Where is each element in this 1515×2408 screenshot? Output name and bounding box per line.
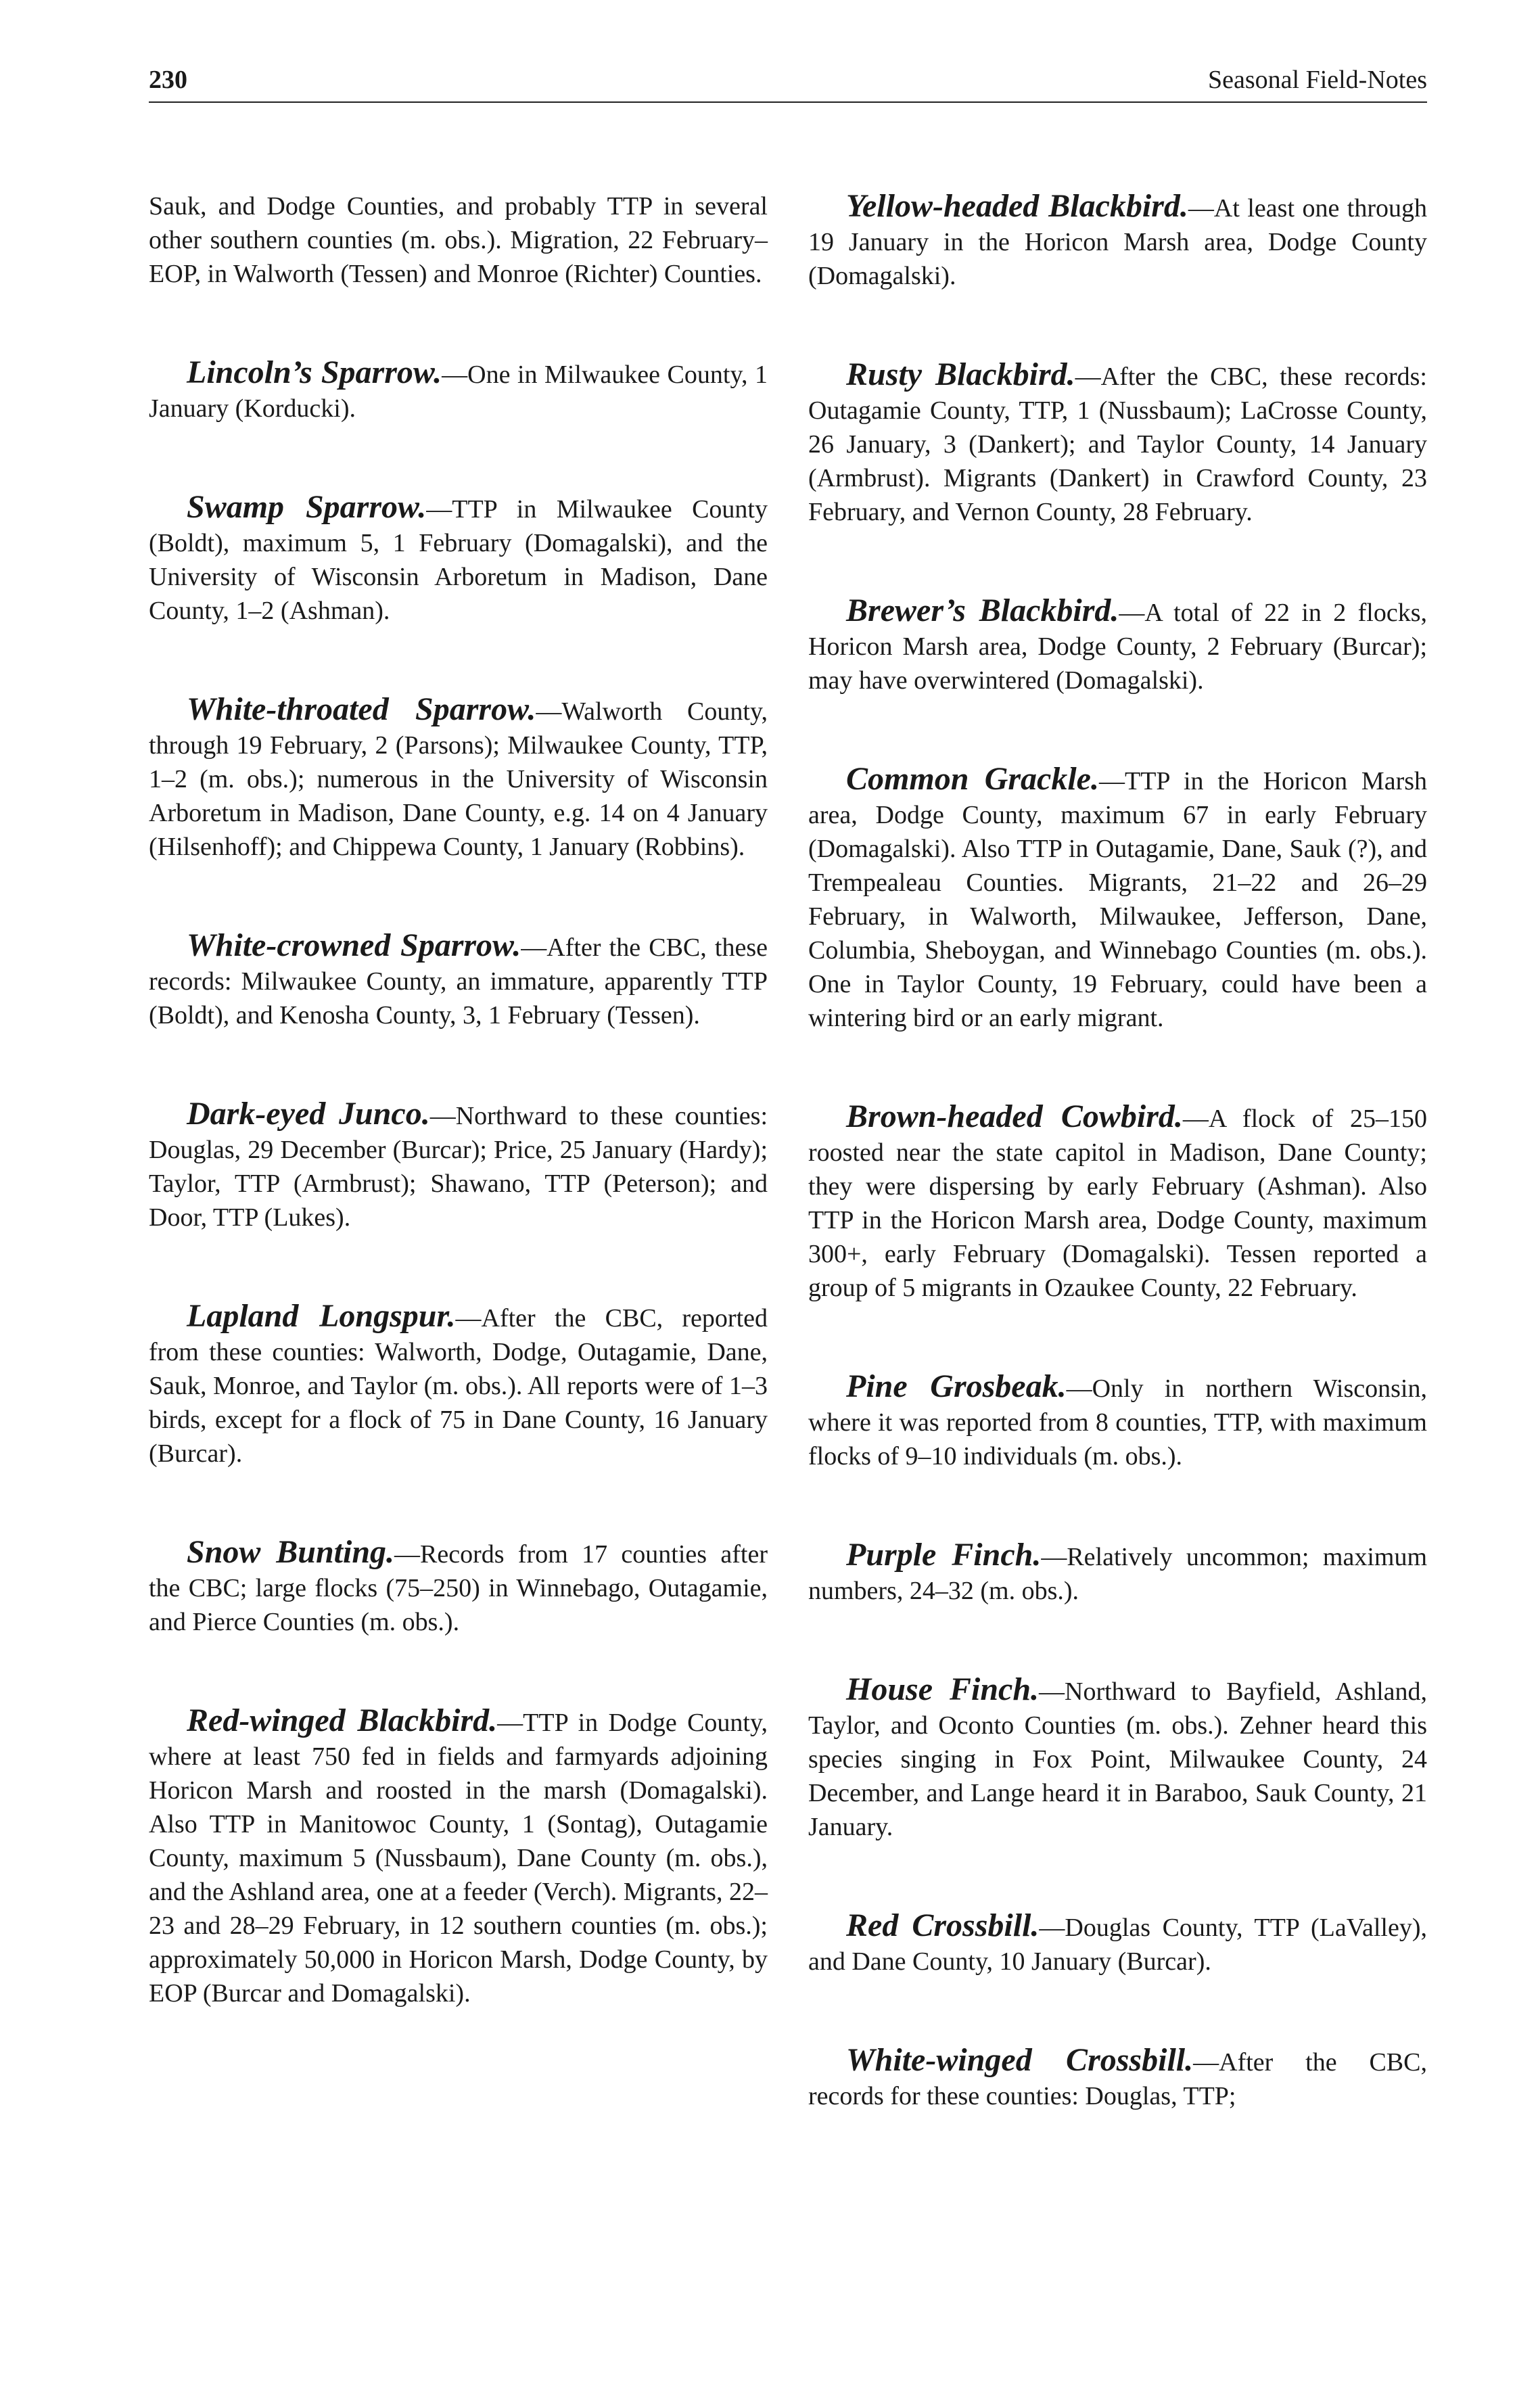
species-name: White-throated Sparrow. [187, 691, 536, 727]
right-column [808, 189, 1427, 2178]
species-name: Swamp Sparrow. [187, 489, 427, 525]
species-name: House Finch. [846, 1671, 1040, 1707]
species-text: —A flock of 25–150 roosted near the state capitol in Madison, Dane County; they were dispersing by early February (Ashman). Also TTP in the Horicon Marsh area, Dodge County, maximum 300+, early February (Domagalski). Tessen reported a group of 5 migrants in Ozaukee County, 22 February. [808, 1105, 1428, 1302]
species-name: Lapland Longspur. [187, 1298, 456, 1334]
species-text: —TTP in Dodge County, where at least 750 fed in fields and farmyards adjoining Horicon Marsh and roosted in the marsh (Domagalski). Also TTP in Manitowoc County, 1 (Sontag), Outagamie County, maximum 5 (Nussbaum), Dane County (m. obs.), and the Ashland area, one at a feeder (Verch). Migrants, 22–23 and 28–29 February, in 12 southern counties (m. obs.); approximately 50,000 in Horicon Marsh, Dodge County, by EOP (Burcar and Domagalski). [149, 1709, 768, 2008]
species-text: —Northward to Bayfield, Ashland, Taylor, and Oconto Counties (m. obs.). Zehner heard this species singing in Fox Point, Milwaukee County, 24 December, and Lange heard it in Baraboo, Sauk County, 21 January. [808, 1677, 1427, 1841]
species-text: —After the CBC, records for these counties: Douglas, TTP; [808, 2048, 1428, 2110]
species-text: —Douglas County, TTP (LaValley), and Dane County, 10 January (Burcar). [808, 1914, 1427, 1976]
left-column [149, 189, 768, 2075]
species-text: —Walworth County, through 19 February, 2 (Parsons); Milwaukee County, TTP, 1–2 (m. obs.); numerous in the University of Wisconsin Arboretum in Madison, Dane County, e.g. 14 on 4 January (Hilsenhoff); and Chippewa County, 1 January (Robbins). [149, 697, 768, 861]
species-name: Common Grackle. [846, 761, 1099, 797]
species-entry [808, 1370, 1427, 1473]
species-name: Lincoln’s Sparrow. [187, 354, 442, 390]
species-name: Purple Finch. [846, 1537, 1042, 1573]
species-entry [808, 594, 1427, 697]
species-text: —One in Milwaukee County, 1 January (Korducki). [149, 361, 768, 423]
species-entry [808, 189, 1427, 293]
species-entry [808, 1673, 1427, 1844]
species-entry [149, 1535, 768, 1639]
running-head: Seasonal Field-Notes [1207, 66, 1427, 94]
species-name: Brewer’s Blackbird. [846, 593, 1119, 628]
species-name: Snow Bunting. [187, 1534, 395, 1570]
species-text: —A total of 22 in 2 flocks, Horicon Marsh area, Dodge County, 2 February (Burcar); may have overwintered (Domagalski). [808, 599, 1428, 695]
species-entry [149, 1299, 768, 1471]
species-text: —TTP in Milwaukee County (Boldt), maximum 5, 1 February (Domagalski), and the University of Wisconsin Arboretum in Madison, Dane County, 1–2 (Ashman). [149, 495, 768, 625]
page-header [149, 58, 1427, 103]
species-text: —Relatively uncommon; maximum numbers, 24–32 (m. obs.). [808, 1543, 1428, 1605]
species-text: —Northward to these counties: Douglas, 29 December (Burcar); Price, 25 January (Hardy); Taylor, TTP (Armbrust); Shawano, TTP (Peterson); and Door, TTP (Lukes). [149, 1102, 768, 1232]
species-text: —Only in northern Wisconsin, where it was reported from 8 counties, TTP, with maximum flocks of 9–10 individuals (m. obs.). [808, 1374, 1427, 1471]
species-entry [149, 356, 768, 425]
species-entry [149, 693, 768, 864]
species-entry [808, 1100, 1427, 1305]
species-entry [149, 1704, 768, 2010]
continuation-text: Sauk, and Dodge Counties, and probably TTP in several other southern counties (m. obs.). Migration, 22 February–EOP, in Walworth (Tessen) and Monroe (Richter) Counties. [149, 192, 768, 288]
species-entry [808, 2043, 1427, 2113]
species-name: Red Crossbill. [846, 1907, 1040, 1943]
species-text: —After the CBC, these records: Milwaukee County, an immature, apparently TTP (Boldt), and Kenosha County, 3, 1 February (Tessen). [149, 933, 768, 1029]
species-name: Red-winged Blackbird. [187, 1703, 498, 1738]
species-name: White-crowned Sparrow. [187, 927, 521, 963]
species-text: —At least one through 19 January in the Horicon Marsh area, Dodge County (Domagalski). [808, 194, 1428, 290]
species-entry [808, 762, 1427, 1035]
species-name: Yellow-headed Blackbird. [846, 188, 1188, 224]
species-entry [808, 1538, 1427, 1608]
species-name: Rusty Blackbird. [846, 356, 1075, 392]
species-name: White-winged Crossbill. [846, 2042, 1194, 2078]
continuation-paragraph [149, 189, 768, 291]
species-entry [808, 358, 1427, 529]
species-entry [149, 490, 768, 628]
species-text: —TTP in the Horicon Marsh area, Dodge County, maximum 67 in early February (Domagalski). Also TTP in Outagamie, Dane, Sauk (?), and Trempealeau Counties. Migrants, 21–22 and 26–29 February, in Walworth, Milwaukee, Jefferson, Dane, Columbia, Sheboygan, and Winnebago Counties (m. obs.). One in Taylor County, 19 February, could have been a wintering bird or an early migrant. [808, 767, 1428, 1032]
species-text: —After the CBC, these records: Outagamie County, TTP, 1 (Nussbaum); LaCrosse County, 26 January, 3 (Dankert); and Taylor County, 14 January (Armbrust). Migrants (Dankert) in Crawford County, 23 February, and Vernon County, 28 February. [808, 363, 1427, 526]
species-name: Dark-eyed Junco. [187, 1096, 430, 1132]
species-name: Brown-headed Cowbird. [846, 1098, 1183, 1134]
species-entry [149, 1097, 768, 1234]
species-name: Pine Grosbeak. [846, 1368, 1067, 1404]
species-entry [149, 929, 768, 1032]
species-entry [808, 1909, 1427, 1978]
page-number: 230 [149, 66, 187, 94]
species-text: —After the CBC, reported from these counties: Walworth, Dodge, Outagamie, Dane, Sauk, Monroe, and Taylor (m. obs.). All reports were of 1–3 birds, except for a flock of 75 in Dane County, 16 January (Burcar). [149, 1304, 768, 1468]
species-text: —Records from 17 counties after the CBC; large flocks (75–250) in Winnebago, Outagamie, and Pierce Counties (m. obs.). [149, 1540, 768, 1636]
